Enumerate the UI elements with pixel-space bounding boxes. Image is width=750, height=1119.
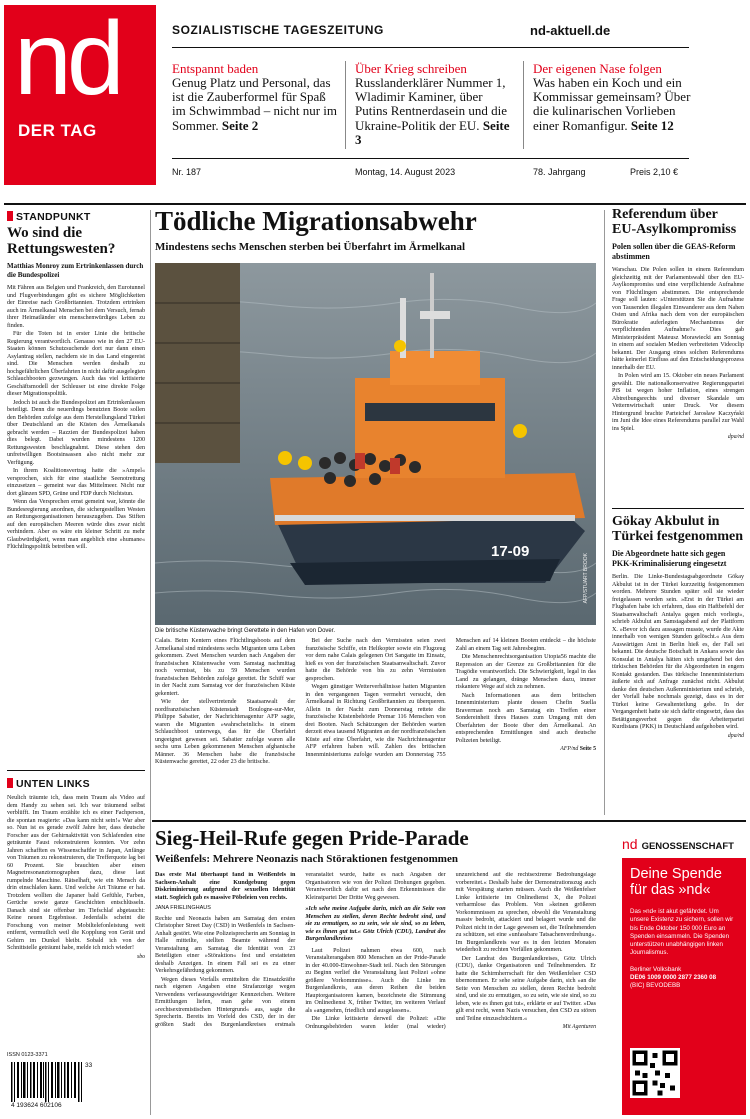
section-rule (152, 820, 746, 822)
second-quote: »Ich sehe meine Aufgabe darin, mich an die Seite von Menschen zu stellen, deren Rechte bedroht sind, und sie zu ermutigen, so zu sein, wie sie sind, so zu leben, wie es ihnen gut tut.« Götz Ulrich (CDU), Landrat des Burgenlandkreises (305, 906, 446, 942)
issue-date: Montag, 14. August 2023 (355, 167, 456, 177)
side-paragraph: Warschau. Die Polen sollen in einem Referendum gleichzeitig mit der Parlamentswahl über den EU-Asylkompromiss und eine verpflichtende Aufnahme von Flüchtlingen abstimmen. Die entsprechende Frage soll lauten: »Unterstützen Sie die Aufnahme von Tausenden illegalen Einwanderer aus dem Nahen Osten und Afrika nach dem von der europäischen Bürokratie auferlegten Mechanismus der verpflichtenden Aufnahme?« Dies gab Ministerpräsident Mateusz Morawiecki am Sonntag in einem auf sozialen Medien verbreiteten Videoclip bekannt. Der Ausgang eines solchen Referendums hätte keinerlei Einfluss auf den Entscheidungsprozess innerhalb der EU. (612, 267, 744, 371)
main-paragraph: Calais. Beim Kentern eines Flüchtlingsboots auf dem Ärmelkanal sind mindestens sechs Migranten ums Leben gekommen. Zwei Menschen wurden nach Angaben der französischen Küstenwache vom Samstag nachmittag noch vermisst, bis zu 59 Menschen wurden französischen Behörden zufolge gerettet. Ihr Schiff war in der Nacht zum Samstag vor der französischen Küste gekentert. (155, 638, 296, 697)
section-marker (7, 778, 13, 788)
donation-title: Deine Spende für das »nd« (630, 866, 722, 898)
side-sign: dpa/nd (727, 732, 744, 739)
side-story-referendum (612, 207, 744, 507)
standpunkt-paragraph: Für die Toten ist in erster Linie die britische Regierung verantwortlich. Genauso wie in den 27 EU-Staaten können Schutzsuchende dort nur dann einen Asylantrag stellen, nachdem sie in das Land eingereist sind. Die Menschen werden deshalb zu hochgefährlichen Überfahrten in nicht dafür ausgelegten Schlauchbooten gezwungen. Auch das viel kritisierte Geschäftsmodell der Schleuser ist eine direkte Folge dieser Migrationspolitik. (7, 331, 145, 397)
main-subtitle: Mindestens sechs Menschen sterben bei Überfahrt im Ärmelkanal (155, 241, 466, 253)
side-headline: Gökay Akbulut in Türkei festgenommen (612, 514, 744, 544)
second-paragraph: Wegen dieses Vorfalls ermittelten die Einsatzkräfte nach eigenen Angaben eine Strafanzeige wegen Verwendens verfassungswidriger Kennzeichen. Weitere Ermittlungen liefen, man gehe von einem »rechtsextremistischen Hintergrund« aus, sagte die Sprecherin. Bereits im Vorfeld des CSD, der in der größten Stadt des Burgenlandkreises erstmals veranstaltet wurde, hatte es nach Angaben der Organisatoren wie von der Polizei Drohungen gegeben. Verantwortlich dafür sei nach den Erkenntnissen die Kleinstpartei Der Dritte Weg gewesen. (155, 872, 446, 1028)
barcode-number: 4 193624 602106 (11, 1102, 62, 1109)
unten-links-column (7, 778, 145, 960)
main-photo[interactable] (155, 263, 596, 625)
main-paragraph: Wie der stellvertretende Staatsanwalt der nordfranzösischen Küstenstadt Boulogne-sur-Mer, Philippe Sabatier, der Nachrichtenagentur AFP sagte, waren die Migranten »wahrscheinlich« in einem Schlauchboot unterwegs, das für die Überfahrt ungeeignet gewesen sei. Sabatier zufolge waren alle sechs ums Leben gekommenen Menschen afghanische Männer. 36 Menschen habe die französische Küstenwache gerettet, 22 oder 23 die britische. (155, 699, 296, 765)
donation-bic: (BIC) BEVODEBB (630, 982, 681, 990)
teaser-text: Was haben ein Koch und ein Kommissar gemeinsam? Über die kulinarischen Vorlieben einer Romanfigur. (533, 75, 691, 133)
lifeboat-illustration (155, 263, 596, 625)
website-link[interactable]: nd-aktuell.de (530, 23, 611, 38)
issue-number: Nr. 187 (172, 167, 202, 177)
boat-number: 17-09 (491, 543, 530, 560)
teaser-divider (523, 61, 524, 149)
donation-bank: Berliner Volksbank (630, 965, 682, 973)
main-sign: AFP/nd (560, 746, 579, 752)
second-sign: Mit Agenturen (562, 1024, 596, 1030)
standpunkt-title: Wo sind die Rettungswesten? (7, 225, 116, 257)
genossenschaft-nd: nd (622, 836, 638, 852)
donation-text: Das »nd« ist akut gefährdet. Um unsere Existenz zu sichern, sollen wir bis Ende Oktober 150 000 Euro an Spenden einsammeln. Die Spenden unterstützen unabhängigen linken Journalismus. (630, 908, 734, 957)
main-article-body (155, 638, 596, 818)
issue-year: 78. Jahrgang (533, 167, 586, 177)
side-paragraph: Berlin. Die Linke-Bundestagsabgeordnete Gökay Akbulut ist in der Türkei kurzzeitig festgenommen worden. Mehrere Stunden später soll sie wieder freigelassen worden sein. »Erst in der Türkei am Flughafen habe ich erfahren, dass ein Haftbefehl der Staatsanwaltschaft Antalya gegen mich vorliegt«, schrieb Akbulut am Samstagabend auf der Plattform X. »Bevor ich dazu aussagen musste, wurde die Akte innerhalb von wenigen Stunden gelöscht.« Aus dem Auswärtigen Amt in Berlin hieß es, der Fall sei bekannt. Die deutsche Botschaft in Ankara sowie das Konsulat in Antalya hätten sich umgehend bei den türkischen Behörden für die Abgeordneten in engem Kontakt gestanden. Das türkische Innenministerium äußerte sich auf Anfrage zunächst nicht. Akbulut danke den deutschen Außenministerium und schrieb, der Vorfall habe nochmals gezeigt, dass es in der Türkei keine Gewaltenteilung gebe. In der Vergangenheit hatte sie sich dafür eingesetzt, dass das Betätigungsverbot gegen die Arbeiterpartei Kurdistans (PKK) in Deutschland aufgehoben wird. (612, 574, 744, 730)
nd-logo[interactable] (4, 1, 156, 185)
teaser-kicker: Über Krieg schreiben (355, 61, 467, 76)
main-page-ref[interactable]: Seite 5 (579, 746, 596, 752)
second-lede: Das erste Mal überhaupt fand in Weißenfels in Sachsen-Anhalt eine Kundgebung gegen Diskriminierung aufgrund der sexuellen Identität statt. Sogleich gab es massive Pöbeleien von rechts. (155, 872, 296, 901)
side-rule (612, 508, 744, 509)
meta-rule (172, 158, 689, 159)
logo-text: nd (14, 1, 120, 117)
main-paragraph: Die Menschenrechtsorganisation Utopia56 machte die Repression an der Grenze zu Großbritannien für die Tragödie verantwortlich. Die Schwierigkeit, legal in das Land zu gelangen, dränge Menschen dazu, immer riskantere Wege auf sich zu nehmen. (455, 654, 596, 690)
unten-links-text: Neulich träumte ich, dass mein Traum als Video auf dem Handy zu sehen sei. Ich war träumend selbst verblüfft. Im Traum erzählte ich es einer Fachperson, die spontan reagierte: »Das kann nicht sein!« War aber so. Nun ist es gerade zwölf Jahre her, dass deutsche Forscher aus der Gehirnaktivität von Schlafenden eine geträumte Faust rekonstruieren konnten. Vor zehn Jahren schafften es Wissenschaftler in Japan, Anfänge von Träumen zu rekonstruieren, die Trefferquote lag bei 60 Prozent. Sie brauchten aber einen Magnetresonanztomographen dazu, diese laut rumpelnde Maschine. Rätselhaft, wie ein Mensch da drin einschlafen kann. Und welche Art Träume er hat. Trotzdem wollten die Japaner bald Gefühle, Farben, Gerüche sowie ganze Geschichten entschlüsseln. Danach sind sie offenbar im Tiefschlaf abgetaucht: Keine neuen Ergebnisse. Jedenfalls scheint die Forschung von meiner Mobiltelefonleistung weit entfernt, vermutlich weil die Kopplung von Gerät und Gehirn im Dunkel bleibt. Sobald ich von der Schnittstelle geträumt habe, melde ich mich wieder! (7, 795, 145, 951)
genossenschaft-label: GENOSSENSCHAFT (641, 841, 734, 852)
second-paragraph: Der Landrat des Burgenlandkreises, Götz Ulrich (CDU), danke Organisatoren und Teilnehmenden. Er hatte die Schirmherrschaft für den Weißenfelser CSD übernommen. Er sehe seine Aufgabe darin, sich »an die Seite von Menschen zu stellen, deren Rechte bedroht sind, und sie zu ermutigen, so zu sein, wie sie sind, so zu leben, wie es ihnen gut tut«, erklärte er auf Twitter. »Das gilt erst recht, wenn Nazis versuchen, den CSD zu stören und Teilne einzuschüchtern.« (455, 955, 596, 1022)
teaser-bath[interactable] (172, 61, 337, 133)
standpunkt-paragraph: Jedoch ist auch die Bundespolizei am Ertrinkenlassen beteiligt. Denn die neuerdings benutzten Boote sollen den Behörden zufolge aus dem Herstellungsland Türkei über Deutschland an die Küsten des Ärmelkanals gebracht werden – Razzien der Bundespolizei haben dies belegt. Dabei wurden mindestens 1200 Rettungswesten beschlagnahmt. Diese stehen den unfreiwilligen Bootsinsassen also nicht mehr zur Verfügung. (7, 399, 145, 466)
qr-code[interactable] (630, 1048, 680, 1098)
second-paragraph: Die Linke kritisierte derweil die Polizei: »Die Ordnungsbehörden waren leider (mal wieder) unzureichend auf die rechtsextreme Bedrohungslage vorbereitet.« Deshalb habe der Demonstrationszug auch mit Verspätung starten müssen. Auch die Weißenfelser Linke kritisierte im Onlinedienst X, die Polizei verharmlose das Problem. Von »keinen größeren Vorkommnissen zu sprechen, obwohl die Veranstaltung massiv bedroht, attackiert und belagert wurde und die Polizei nicht in der Lage gewesen sei, die Teilnehmenden zu schützen, sei eine »unfassbare Tatsachenverdrehung«. Im Burgenlandkreis war es in den letzten Monaten wiederholt zu rechten Vorfällen gekommen. (305, 872, 596, 1030)
side-paragraph: In Polen wird am 15. Oktober ein neues Parlament gewählt. Die nationalkonservative Regierungspartei PiS ist wegen hoher Inflation, eines strengen Abtreibungsrechts und diverser Skandale um Vetternwirtschaft unter Druck. Vor diesem Hintergrund brachte Parteichef Jarosław Kaczyński im Juni die Idee eines Referendums parallel zur Wahl ins Spiel. (612, 373, 744, 432)
issue-price: Preis 2,10 € (630, 167, 679, 177)
teaser-page: Seite 12 (630, 117, 674, 133)
main-paragraph: Bei der Suche nach den Vermissten seien zwei französische Schiffe, ein Helikopter sowie ein Flugzeug vor dem nahe Calais gelegenen Ort Sangatte im Einsatz, hieß es von der französischen Staatsanwaltschaft. Zuvor hatte die Behörde von bis zu zehn Vermissten gesprochen. (305, 638, 446, 682)
standpunkt-column (7, 211, 145, 553)
teaser-kicker: Der eigenen Nase folgen (533, 61, 662, 76)
standpunkt-paragraph: Wenn das Versprechen ernst gemeint war, könnte die Bundesregierung anordnen, die sichergestellten Westen an Rettungsorganisationen herauszugeben. Das Stiften auf den europäischen Meeren würde dies zwar nicht verhindern. Aber es wäre ein kleiner Schritt zu mehr Glaubwürdigkeit, wenn man angeblich eine »humane« Flüchtlingspolitik betreiben will. (7, 499, 145, 550)
issn: ISSN 0123-3371 (7, 1052, 48, 1058)
main-paragraph: Nach Informationen aus dem britischen Innenministerium plante dessen Chefin Suella Braverman noch am Samstag ein Treffen einer Sondereinheit ihres Hauses zum Umgang mit den Überfahrten der Boote über den Ärmelkanal. An entsprechenden Ermittlungen sind auch deutsche Polizeien beteiligt. (455, 692, 596, 744)
main-headline: Tödliche Migrationsabwehr (155, 206, 477, 236)
standpunkt-lede: Matthias Monroy zum Ertrinkenlassen durch die Bundespolizei (7, 262, 144, 279)
header-rule (4, 203, 746, 205)
photo-caption: Die britische Küstenwache bringt Gerettete in den Hafen von Dover. (155, 628, 336, 634)
donation-iban[interactable]: DE06 1009 0000 2877 2360 08 (630, 974, 717, 982)
standpunkt-paragraph: Mit Fähren aus Belgien und Frankreich, den Eurotunnel und Flugverbindungen gibt es sichere Möglichkeiten der Einreise nach Großbritannien. Trotzdem ertrinken auch im Ärmelkanal Menschen bei dem Versuch, fernab ihrer Heimatländer ein menschenwürdiges Leben zu finden. (7, 285, 145, 329)
tagline: SOZIALISTISCHE TAGESZEITUNG (172, 23, 384, 37)
teaser-nose[interactable] (533, 61, 693, 133)
column-divider (604, 210, 605, 815)
unten-links-label: UNTEN LINKS (7, 778, 145, 790)
genossenschaft-header (622, 836, 746, 854)
teaser-page: Seite 2 (221, 117, 259, 133)
column-divider (150, 210, 151, 1115)
teaser-divider (345, 61, 346, 149)
side-sign: dpa/nd (727, 434, 744, 440)
second-article-body (155, 872, 596, 1115)
section-marker (7, 211, 13, 221)
standpunkt-label: STANDPUNKT (7, 211, 145, 223)
second-paragraph: Rechte und Neonazis haben am Samstag den ersten Christopher Street Day (CSD) in Weißenfels in Sachsen-Anhalt gestört. Wie eine Polizeisprecherin am Sonntag in Halle mitteilte, stellten Beamte während der Veranstaltung am Samstag die Identität von 23 Beteiligten einer »Störaktion« fest und erstatteten deshalb Anzeigen. In einem Fall sei es zu einer Verkehrsgefährdung gekommen. (155, 915, 296, 974)
side-headline: Referendum über EU-Asylkompromiss (612, 207, 737, 237)
side-deck: Polen sollen über die GEAS-Reform abstimmen (612, 242, 736, 261)
qr-code-pattern (630, 1048, 680, 1098)
teaser-text: Genug Platz und Personal, das ist die Zauberformel für Spaß im Schwimmbad – nicht nur im Sommer. (172, 75, 338, 133)
unten-links-sign: sbo (136, 953, 145, 960)
second-subtitle: Weißenfels: Mehrere Neonazis nach Störaktionen festgenommen (155, 853, 458, 865)
side-deck: Die Abgeordnete hatte sich gegen PKK-Kriminalisierung eingesetzt (612, 549, 727, 568)
main-paragraph: Wegen günstiger Wetterverhältnisse hatten Migranten in den vergangenen Tagen vermehrt versucht, den Ärmelkanal in Richtung Großbritannien zu überqueren. Allein in der Nacht zum Donnerstag rettete die französische Küstenbehörde Premar 116 Menschen von drei Booten. Nach Schätzungen der Behörden warten derzeit etwa tausend Migranten an der nordfranzösischen Küste auf eine Überfahrt, wie die Nachrichtenagentur AFP erfahren haben will. Zahlen des britischen Innenministeriums zufolge wurden am Donnerstag 755 Menschen auf 14 kleinen Booten entdeckt – die höchste Zahl an einem Tag seit Jahresbeginn. (305, 638, 596, 758)
left-rule (7, 770, 145, 771)
second-headline: Sieg-Heil-Rufe gegen Pride-Parade (155, 826, 469, 850)
second-author: JANA FRIELINGHAUS (155, 905, 211, 911)
side-story-akbulut (612, 514, 744, 814)
photo-credit: AFP/STUART BROOK (583, 553, 589, 604)
logo-subtitle: DER TAG (18, 121, 97, 140)
second-paragraph: Laut Polizei nahmen etwa 600, nach Veranstalterangaben 800 Menschen an der Pride-Parade in der 40.000-Einwohner-Stadt teil. Nach den Störungen zu Beginn verlief die Veranstaltung laut Polizei »ohne größere Vorkommnisse«. Auch die Linke im Burgenlandkreis, aus deren Reihen die beiden Hauptorganisatoren kamen, bezeichnete die Stimmung im Onlinedienst X, früher Twitter, im weiteren Verlauf als »angenehm, friedlich und ausgelassen«. (305, 947, 446, 1014)
standpunkt-paragraph: In ihrem Koalitionsvertrag hatte die »Ampel« versprochen, sich für eine staatliche Seenotrettung einzusetzen – gemeint war das Mittelmeer. Nicht nur dort glänzen SPD, Grüne und FDP durch Nichtstun. (7, 468, 145, 497)
teaser-war[interactable] (355, 61, 515, 147)
masthead-rule (172, 47, 689, 48)
barcode-code: 33 (85, 1062, 93, 1069)
donation-box[interactable] (622, 858, 746, 1115)
teaser-text: Russlanderklärer Nummer 1, Wladimir Kaminer, über Putins Rentnerdasein und die Ukraine-Politik der EU. (355, 75, 508, 133)
teaser-kicker: Entspannt baden (172, 61, 259, 76)
barcode (7, 1062, 97, 1114)
teaser-page: Seite 3 (355, 117, 510, 147)
